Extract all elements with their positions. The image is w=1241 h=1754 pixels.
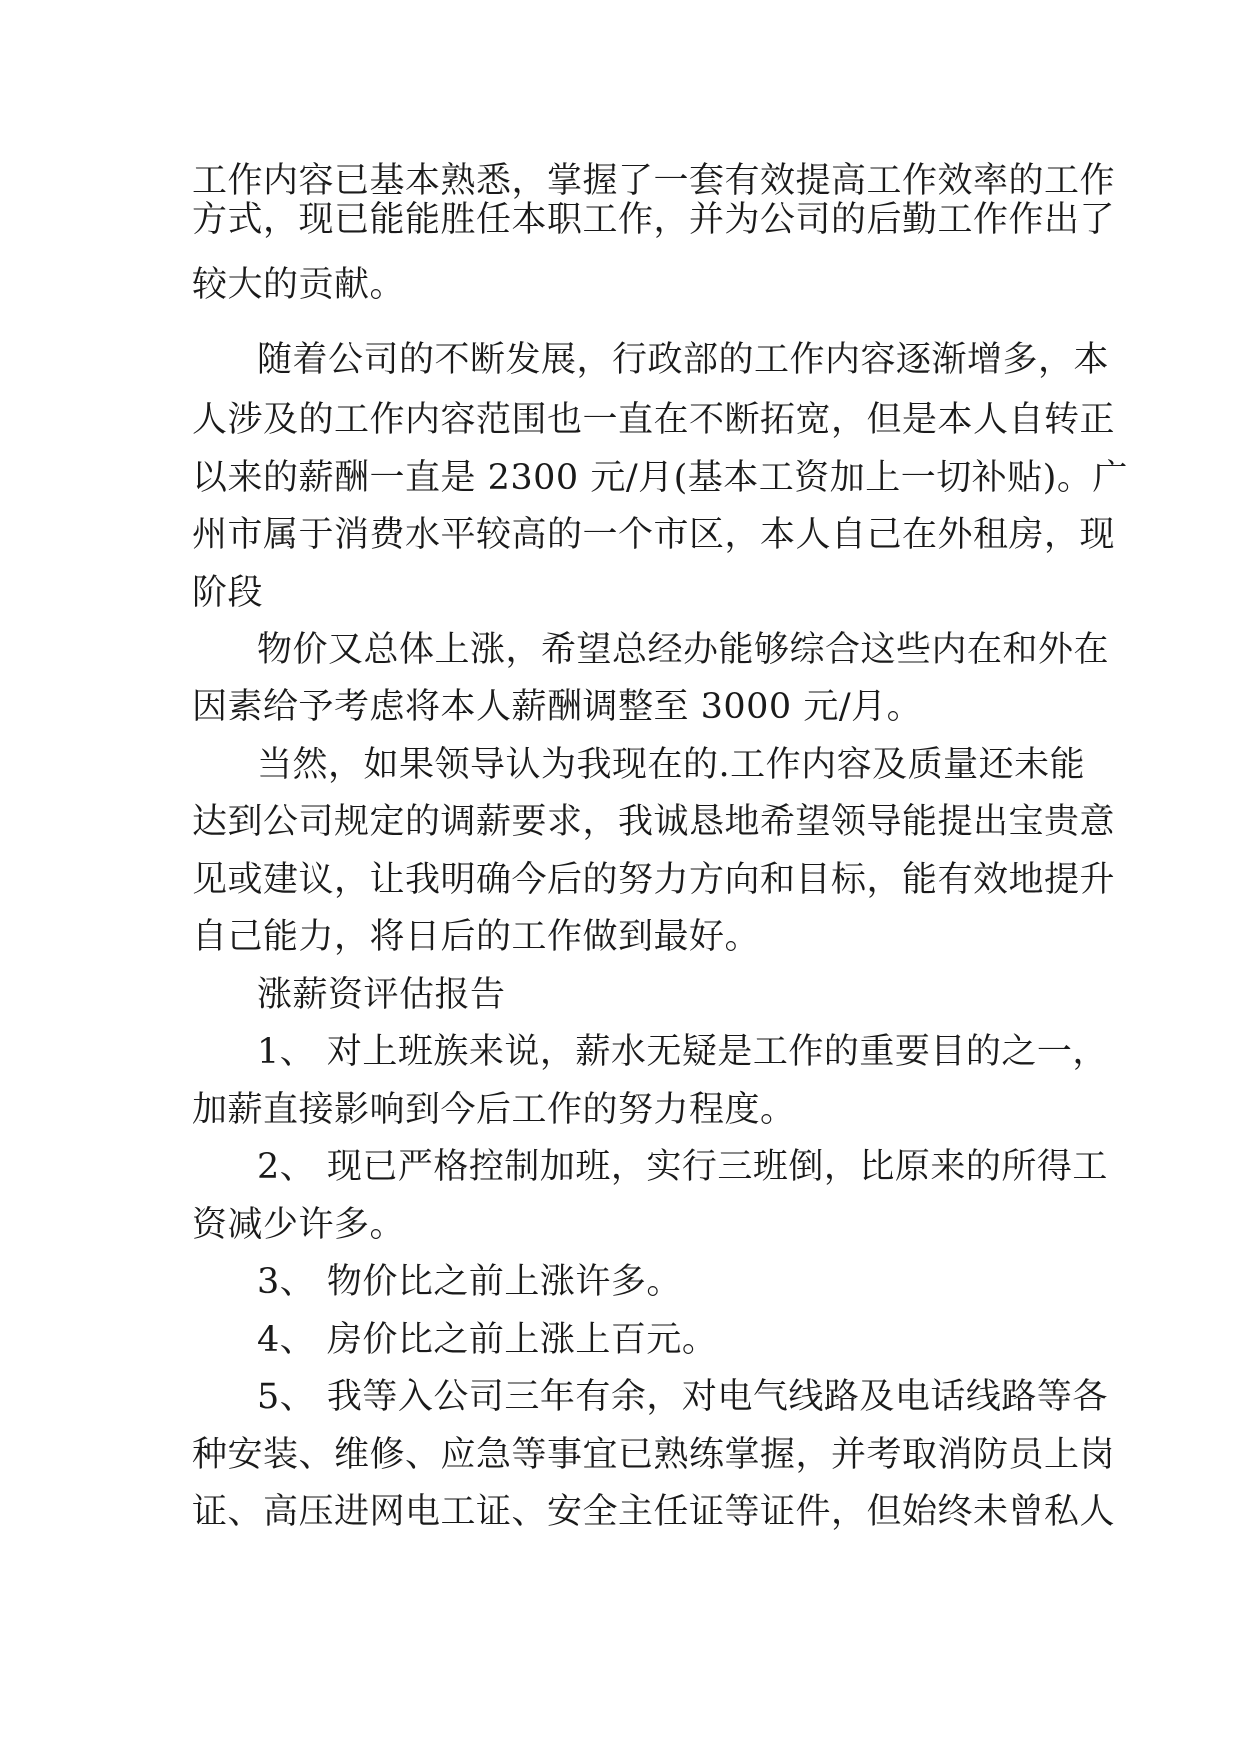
text-line: 阶段 [192, 573, 264, 613]
list-item: 4、 房价比之前上涨上百元。 [257, 1320, 718, 1360]
paragraph-start: 当然，如果领导认为我现在的.工作内容及质量还未能 [257, 745, 1086, 785]
text-line: 资减少许多。 [192, 1205, 406, 1245]
text-line: 人涉及的工作内容范围也一直在不断拓宽，但是本人自转正 [192, 400, 1116, 440]
text-line: 方式，现已能能胜任本职工作，并为公司的后勤工作作出了 [192, 200, 1116, 240]
paragraph-start: 随着公司的不断发展，行政部的工作内容逐渐增多，本 [257, 340, 1110, 380]
text-line: 种安装、维修、应急等事宜已熟练掌握，并考取消防员上岗 [192, 1435, 1116, 1475]
text-line: 自己能力，将日后的工作做到最好。 [192, 917, 761, 957]
text-line: 因素给予考虑将本人薪酬调整至 3000 元/月。 [192, 687, 923, 727]
text-line: 加薪直接影响到今后工作的努力程度。 [192, 1090, 796, 1130]
list-item: 1、 对上班族来说，薪水无疑是工作的重要目的之一， [257, 1032, 1108, 1072]
text-line: 以来的薪酬一直是 2300 元/月(基本工资加上一切补贴)。广 [192, 458, 1128, 498]
list-item: 3、 物价比之前上涨许多。 [257, 1262, 682, 1302]
section-heading: 涨薪资评估报告 [257, 975, 506, 1015]
text-line: 见或建议，让我明确今后的努力方向和目标，能有效地提升 [192, 860, 1116, 900]
text-line: 较大的贡献。 [192, 265, 406, 305]
text-line: 证、高压进网电工证、安全主任证等证件，但始终未曾私人 [192, 1492, 1116, 1532]
text-line: 工作内容已基本熟悉，掌握了一套有效提高工作效率的工作 [192, 161, 1116, 201]
list-item: 2、 现已严格控制加班，实行三班倒，比原来的所得工 [257, 1147, 1108, 1187]
text-line: 达到公司规定的调薪要求，我诚恳地希望领导能提出宝贵意 [192, 802, 1116, 842]
list-item: 5、 我等入公司三年有余，对电气线路及电话线路等各 [257, 1377, 1108, 1417]
text-line: 州市属于消费水平较高的一个市区，本人自己在外租房，现 [192, 515, 1116, 555]
paragraph-start: 物价又总体上涨，希望总经办能够综合这些内在和外在 [257, 630, 1110, 670]
